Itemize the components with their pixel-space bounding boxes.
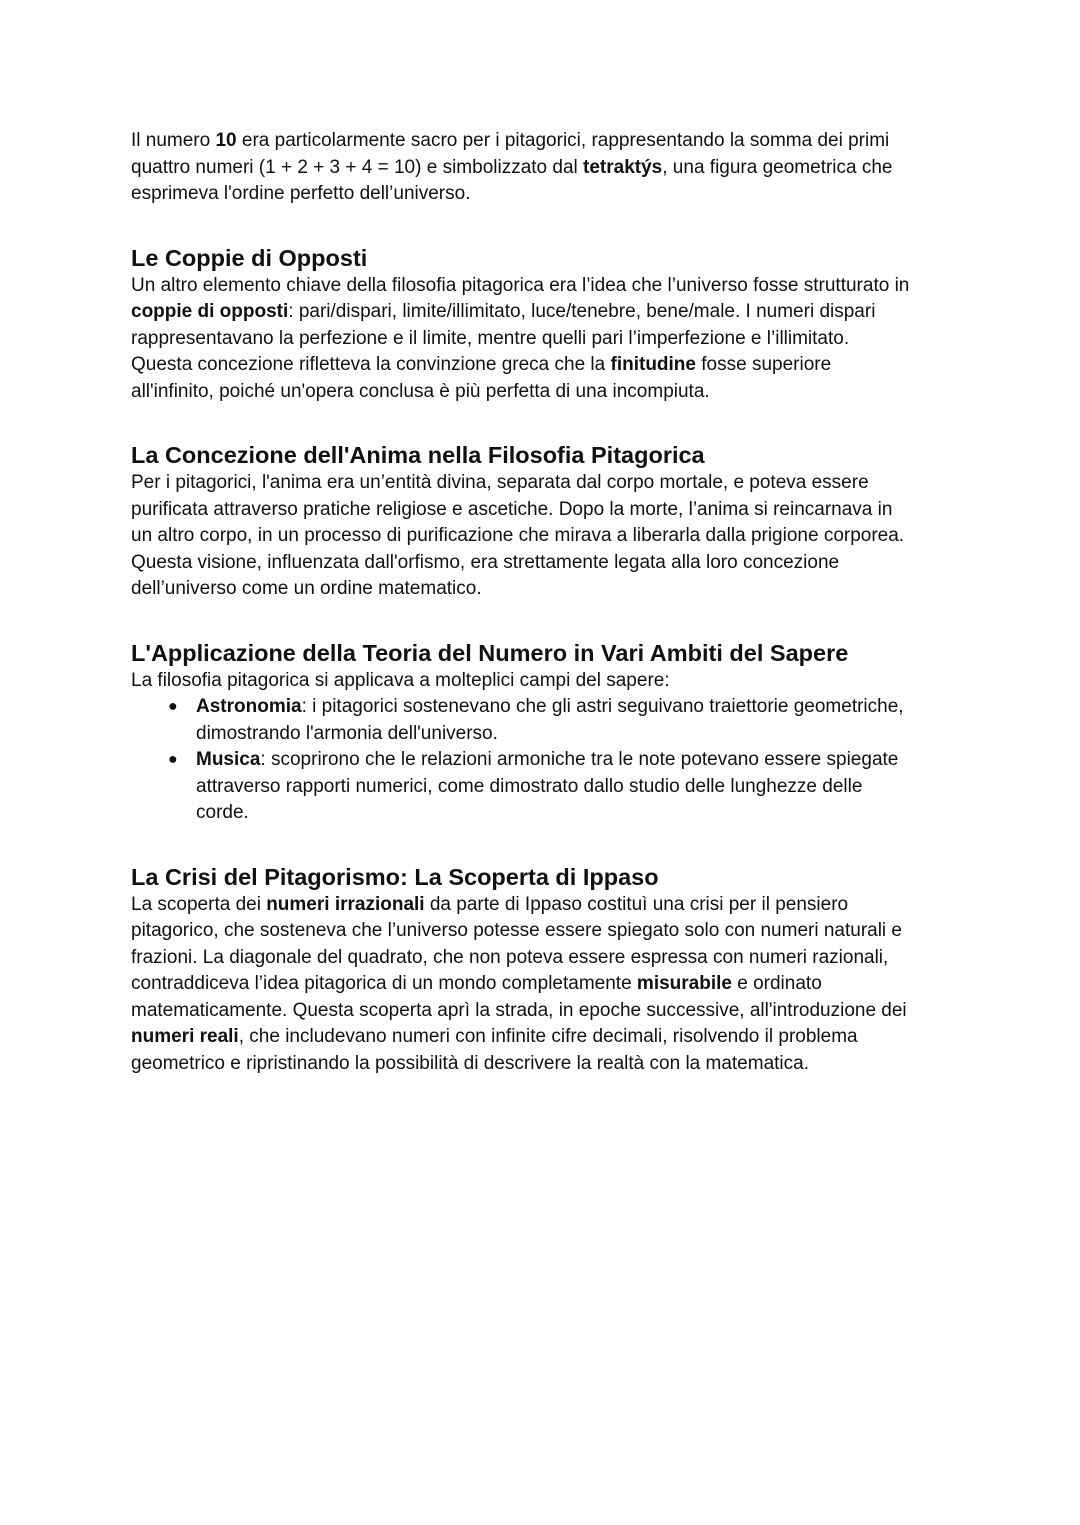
intro-bold-number: 10 bbox=[215, 130, 237, 151]
crisi-bold-3: numeri reali bbox=[131, 1026, 239, 1047]
coppie-paragraph bbox=[131, 273, 961, 406]
anima-paragraph: Per i pitagorici, l'anima era un’entità divina, separata dal corpo mortale, e poteva essere purificata attraverso pratiche religiose e ascetiche. Dopo la morte, l’anima si reincarnava in un altro corpo, in un processo di purificazione che mirava a liberarla dalla prigione corporea. Questa visione, influenzata dall'orfismo, era strettamente legata alla loro concezione dell’universo come un ordine matematico. bbox=[131, 472, 905, 599]
section-coppie bbox=[131, 244, 961, 406]
coppie-text-1: Un altro elemento chiave della filosofia pitagorica era l’idea che l’universo fosse strutturato in bbox=[131, 274, 910, 296]
applicazione-list bbox=[131, 694, 961, 827]
list-item-text: : scoprirono che le relazioni armoniche tra le note potevano essere spiegate attraverso rapporti numerici, come dimostrato dallo studio delle lunghezze delle corde. bbox=[196, 749, 899, 823]
list-item bbox=[131, 694, 961, 747]
list-item-term: Musica bbox=[196, 749, 261, 770]
list-item-text: : i pitagorici sostenevano che gli astri seguivano traiettorie geometriche, dimostrando l'armonia dell'universo. bbox=[196, 696, 904, 744]
intro-paragraph bbox=[131, 128, 961, 208]
bullet-icon: ● bbox=[168, 751, 178, 768]
crisi-text-2: da parte di Ippaso costituì una crisi per il pensiero pitagorico, che sosteneva che l’universo potesse essere spiegato solo con numeri naturali e frazioni. La diagonale del quadrato, che non poteva essere espressa con numeri razionali, contraddiceva l’idea pitagorica di un mondo completamente bbox=[131, 893, 903, 994]
section-anima bbox=[131, 441, 961, 603]
heading-crisi: La Crisi del Pitagorismo: La Scoperta di Ippaso bbox=[131, 863, 659, 890]
crisi-paragraph bbox=[131, 892, 961, 1078]
crisi-bold-1: numeri irrazionali bbox=[266, 893, 425, 915]
document-page bbox=[131, 128, 961, 1077]
applicazione-intro: La filosofia pitagorica si applicava a molteplici campi del sapere: bbox=[131, 669, 670, 691]
crisi-text-4: , che includevano numeri con infinite cifre decimali, risolvendo il problema geometrico e ripristinando la possibilità di descrivere la realtà con la matematica. bbox=[131, 1026, 858, 1074]
coppie-text-2: : pari/dispari, limite/illimitato, luce/tenebre, bene/male. I numeri dispari rappresentavano la perfezione e il limite, mentre quelli pari l’imperfezione e l’illimitato. Questa concezione rifletteva la convinzione greca che la bbox=[131, 301, 876, 375]
heading-anima: La Concezione dell'Anima nella Filosofia Pitagorica bbox=[131, 442, 705, 468]
heading-coppie: Le Coppie di Opposti bbox=[131, 244, 368, 271]
crisi-text-3: e ordinato matematicamente. Questa scoperta aprì la strada, in epoche successive, all'introduzione dei bbox=[131, 973, 907, 1021]
heading-applicazione: L'Applicazione della Teoria del Numero in Vari Ambiti del Sapere bbox=[131, 639, 849, 666]
section-crisi bbox=[131, 863, 961, 1078]
coppie-bold-2: finitudine bbox=[610, 354, 696, 375]
crisi-bold-2: misurabile bbox=[636, 973, 732, 994]
section-applicazione bbox=[131, 639, 961, 827]
bullet-icon: ● bbox=[168, 698, 178, 715]
coppie-text-3: fosse superiore all'infinito, poiché un'opera conclusa è più perfetta di una incompiuta. bbox=[131, 354, 832, 402]
intro-bold-tetraktys: tetraktýs bbox=[583, 156, 663, 178]
intro-text-3: , una figura geometrica che esprimeva l'ordine perfetto dell’universo. bbox=[131, 156, 893, 204]
intro-text-1: Il numero bbox=[131, 130, 216, 151]
intro-text-2: era particolarmente sacro per i pitagorici, rappresentando la somma dei primi quattro numeri (1 + 2 + 3 + 4 = 10) e simbolizzato dal bbox=[131, 130, 890, 178]
coppie-bold-1: coppie di opposti bbox=[131, 301, 289, 322]
list-item bbox=[131, 747, 961, 827]
crisi-text-1: La scoperta dei bbox=[131, 893, 267, 915]
list-item-term: Astronomia bbox=[196, 696, 302, 717]
